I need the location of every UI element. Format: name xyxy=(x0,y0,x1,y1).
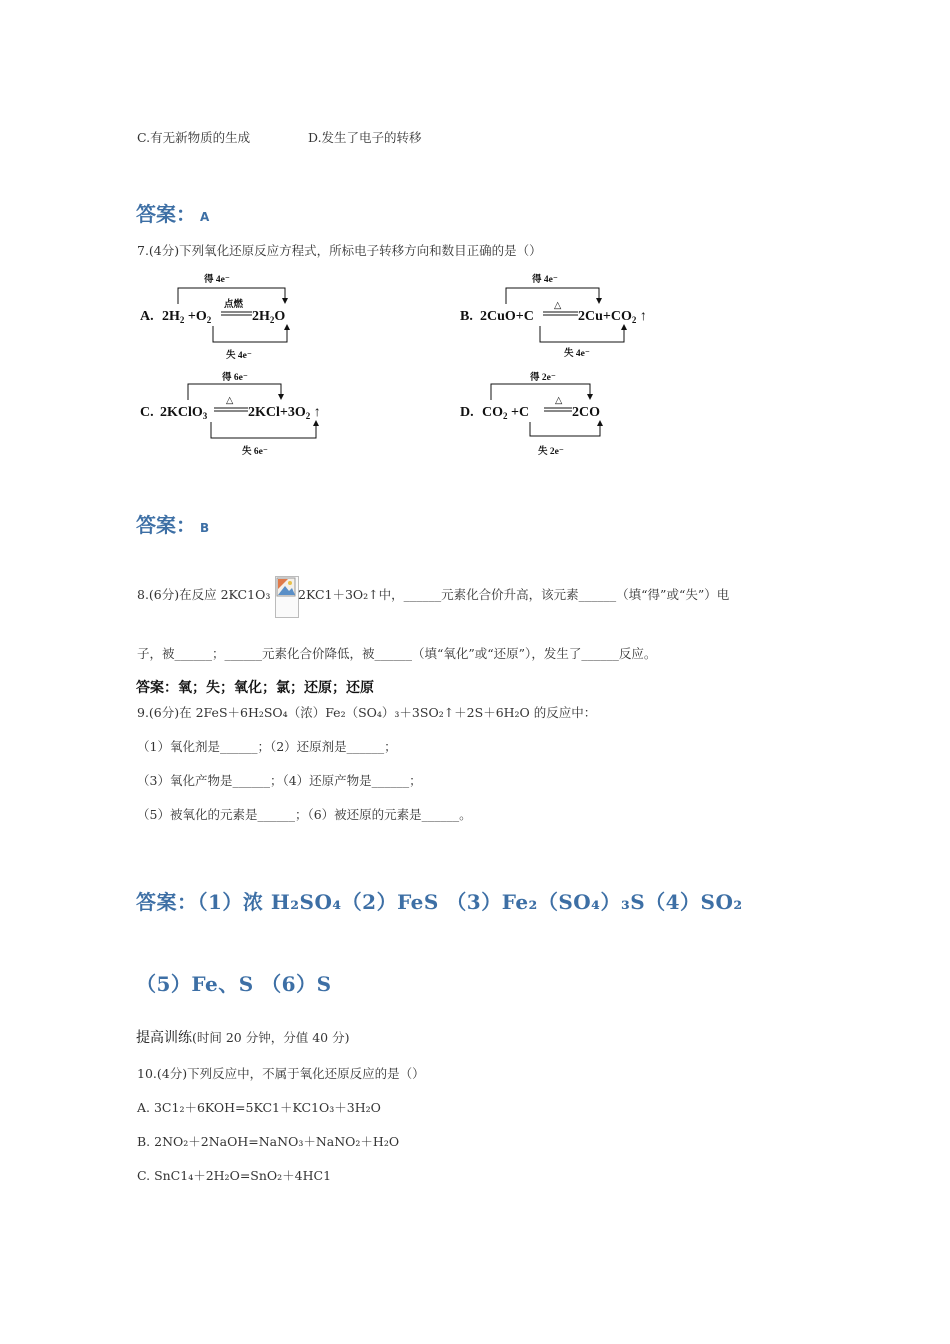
q9-line3: （5）被氧化的元素是______；（6）被还原的元素是______。 xyxy=(137,807,472,822)
q8-line1-end: 2KC1＋3O₂↑中，______元素化合价升高，该元素______（填“得”或“失”）电 xyxy=(298,587,730,602)
q10-stem: 10.(4分)下列反应中，不属于氧化还原反应的是（） xyxy=(137,1066,425,1081)
answer-letter: B xyxy=(200,521,210,535)
gain-label: 得 2e⁻ xyxy=(530,373,556,383)
option-label: D. xyxy=(460,405,474,420)
answer-7 xyxy=(136,509,209,538)
condition-label: 点燃 xyxy=(224,300,244,310)
svg-text:2H2 +O2: $2H_2 +O_2$ xyxy=(162,309,212,325)
svg-text:CO2 +C: $CO_2 +C$ xyxy=(482,405,530,421)
q7-option-b-diagram xyxy=(458,268,668,364)
condition-label: △ xyxy=(226,396,234,406)
q10-option-a: A. 3C1₂＋6KOH=5KC1＋KC1O₃＋3H₂O xyxy=(137,1100,381,1115)
answer-6 xyxy=(136,198,209,227)
q10-option-b: B. 2NO₂＋2NaOH=NaNO₃＋NaNO₂＋H₂O xyxy=(137,1134,400,1149)
lose-label: 失 4e⁻ xyxy=(564,349,590,359)
q6-option-d: D.发生了电子的转移 xyxy=(308,130,422,145)
answer-prefix: 答案： xyxy=(136,513,196,537)
answer-letter: A xyxy=(200,210,210,224)
section-note: (时间 20 分钟，分值 40 分) xyxy=(192,1030,350,1045)
answer-8: 答案：氧；失；氧化；氯；还原；还原 xyxy=(136,680,374,696)
gain-label: 得 4e⁻ xyxy=(204,275,230,285)
answer-prefix: 答案： xyxy=(136,202,196,226)
q8-line1-start: 8.(6分)在反应 2KC1O₃ xyxy=(137,587,271,602)
lose-label: 失 4e⁻ xyxy=(226,351,252,361)
section-heading xyxy=(136,1027,349,1047)
broken-image-icon xyxy=(275,576,299,618)
answer-9-line1: 答案：（1）浓 H₂SO₄（2）FeS （3）Fe₂（SO₄）₃S（4）SO₂ xyxy=(136,890,743,914)
q8-line2: 子，被______；______元素化合价降低，被______（填“氧化”或“还原”），发生了______反应。 xyxy=(137,646,657,661)
q9-line1: （1）氧化剂是______；（2）还原剂是______； xyxy=(137,739,397,754)
svg-text:2H2O: $2H_2O$ xyxy=(252,309,286,325)
svg-text:2KCl+3O2 ↑: $2KCl+3O_2$ ↑ xyxy=(248,405,321,421)
q7-option-a-diagram xyxy=(138,268,308,364)
gain-label: 得 4e⁻ xyxy=(532,275,558,285)
q6-option-c: C.有无新物质的生成 xyxy=(137,130,251,145)
svg-text:2Cu+CO2 ↑: $2Cu+CO_2$ ↑ xyxy=(578,309,647,325)
svg-text:2CO: 2CO xyxy=(572,405,600,420)
lose-label: 失 6e⁻ xyxy=(242,447,268,457)
q9-stem: 9.(6分)在 2FeS＋6H₂SO₄（浓）Fe₂（SO₄）₃＋3SO₂↑＋2S＋6H₂O 的反应中： xyxy=(137,705,597,720)
svg-text:2KClO3: 2KClO$_3$ xyxy=(160,405,208,421)
answer-9-line2: （5）Fe、S （6）S xyxy=(136,972,332,996)
q10-option-c: C. SnC1₄＋2H₂O=SnO₂＋4HC1 xyxy=(137,1168,332,1183)
option-label: C. xyxy=(140,405,154,420)
svg-text:2CuO+C: 2CuO+C xyxy=(480,309,534,324)
q7-stem: 7.(4分)下列氧化还原反应方程式，所标电子转移方向和数目正确的是（） xyxy=(137,243,542,258)
q7-option-c-diagram xyxy=(138,366,348,464)
q7-option-d-diagram xyxy=(458,366,618,464)
gain-label: 得 6e⁻ xyxy=(222,373,248,383)
option-label: B. xyxy=(460,309,473,324)
condition-label: △ xyxy=(554,301,562,311)
lose-label: 失 2e⁻ xyxy=(538,447,564,457)
q9-line2: （3）氧化产物是______；（4）还原产物是______； xyxy=(137,773,422,788)
condition-label: △ xyxy=(555,396,563,406)
section-title: 提高训练 xyxy=(136,1030,192,1046)
option-label: A. xyxy=(140,309,154,324)
